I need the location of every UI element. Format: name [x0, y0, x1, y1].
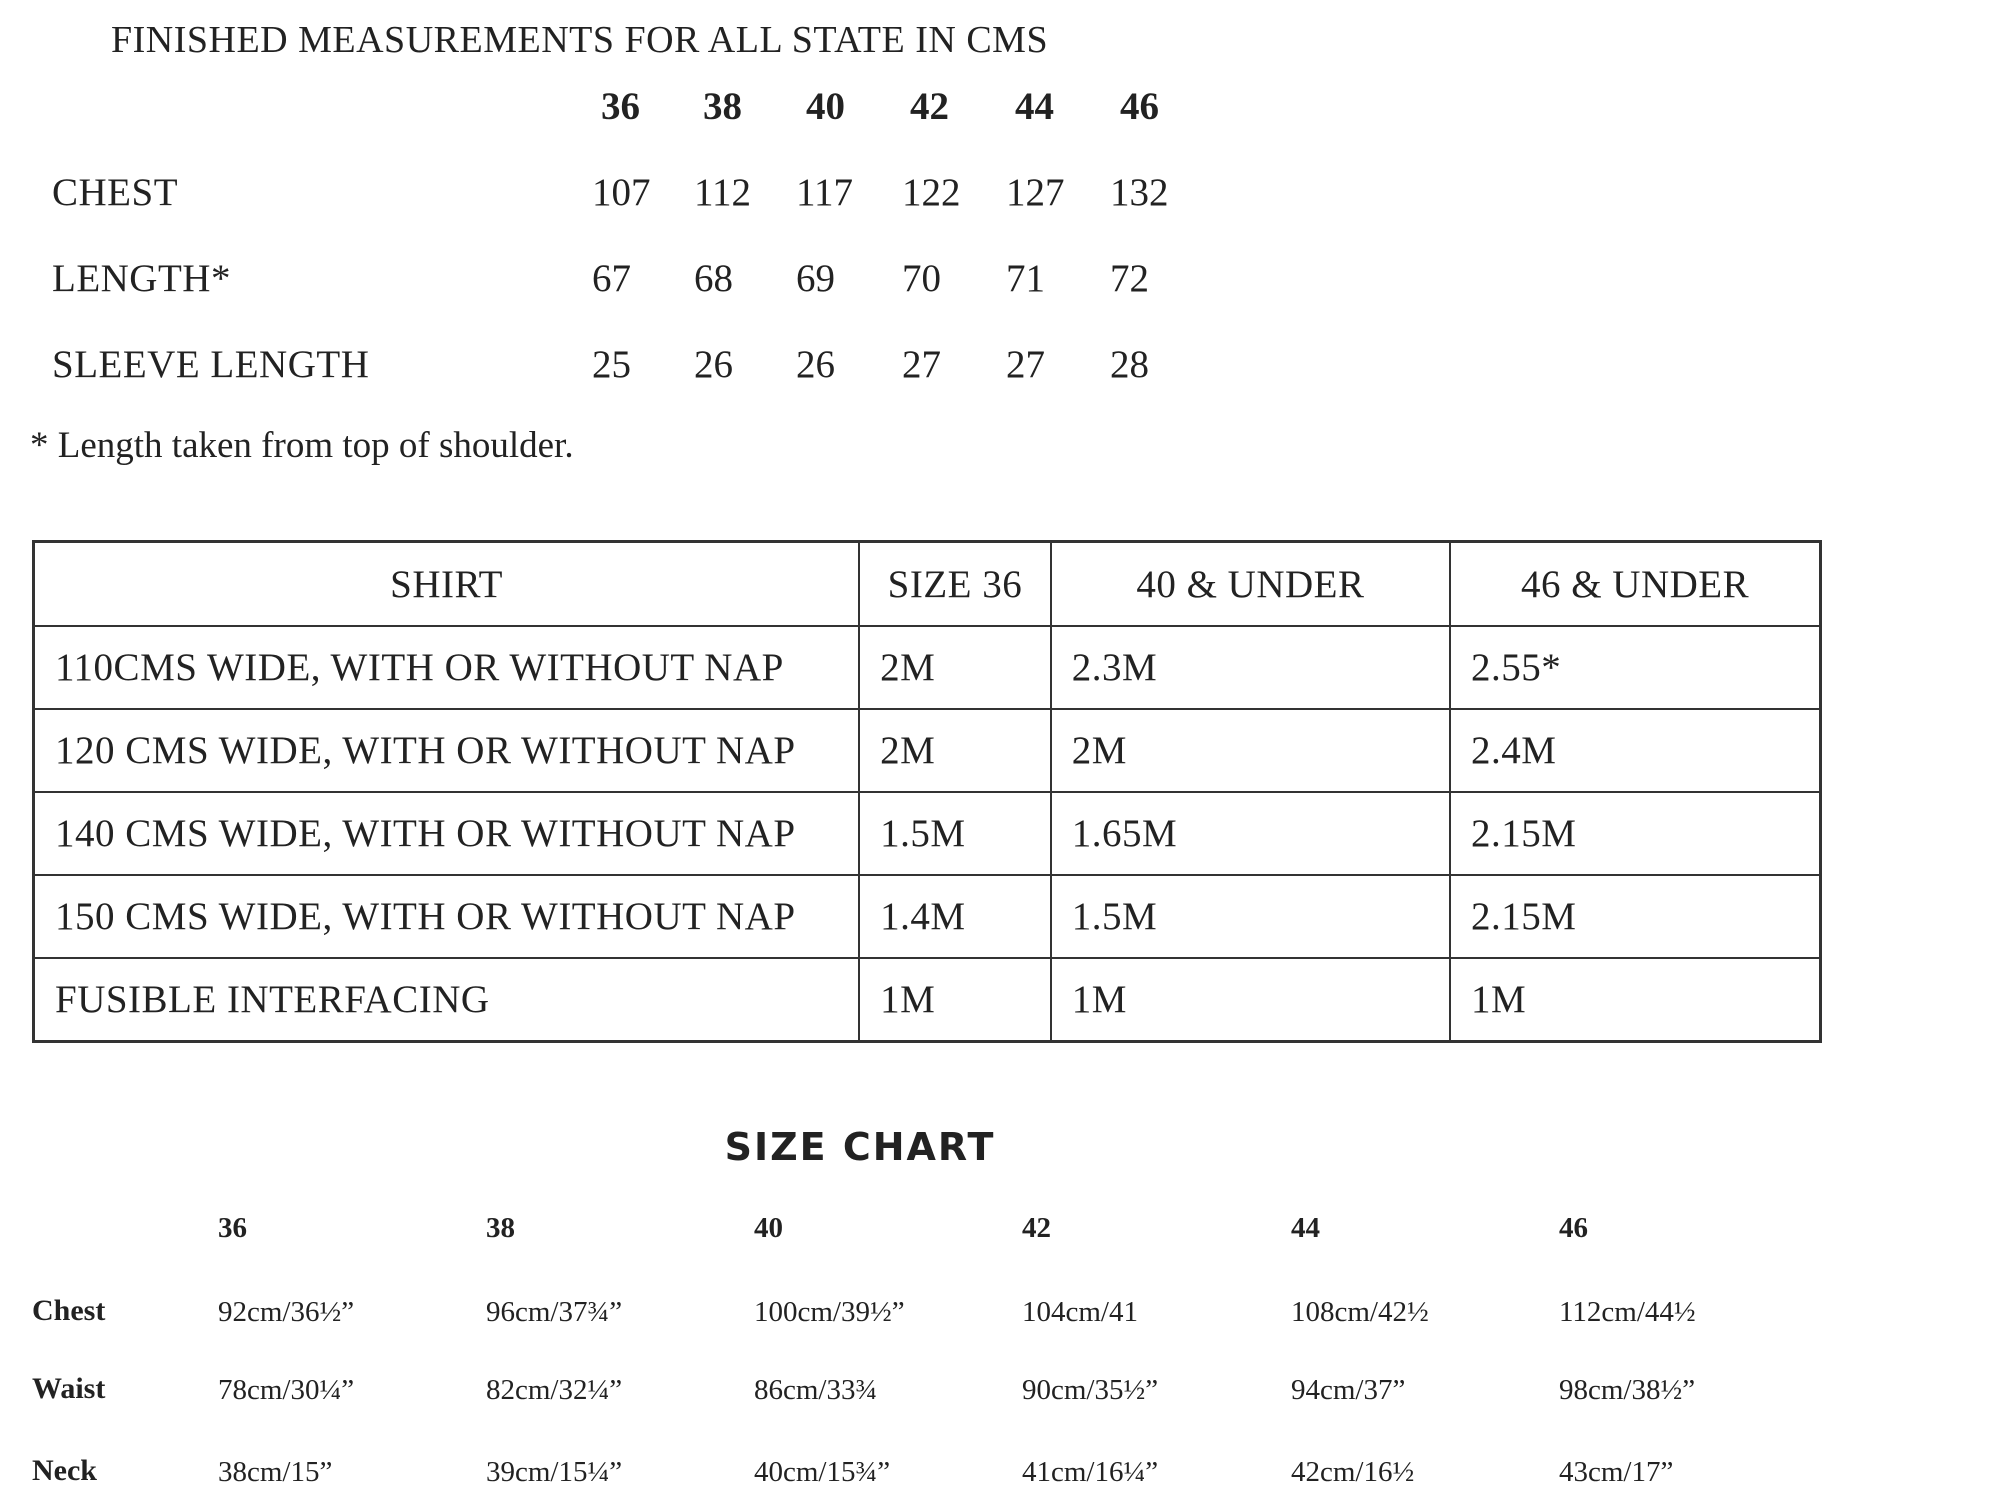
fm-row-label: CHEST [52, 171, 179, 214]
sc-cell: 112cm/44½ [1559, 1296, 1696, 1328]
sc-cell: 42cm/16½ [1291, 1456, 1415, 1488]
fabric-type-cell: 120 CMS WIDE, WITH OR WITHOUT NAP [34, 709, 860, 792]
fm-cell: 127 [1006, 171, 1065, 214]
fm-cell: 72 [1110, 257, 1149, 300]
fm-cell: 70 [902, 257, 941, 300]
fm-size-header: 38 [703, 85, 742, 128]
header-shirt: SHIRT [34, 542, 860, 627]
sc-row-label: Chest [32, 1294, 106, 1327]
finished-measurements-grid [0, 0, 1300, 460]
fabric-type-cell: 140 CMS WIDE, WITH OR WITHOUT NAP [34, 792, 860, 875]
sc-cell: 39cm/15¼” [486, 1456, 623, 1488]
fm-cell: 112 [694, 171, 752, 214]
sc-cell: 82cm/32¼” [486, 1374, 623, 1406]
sc-size-header: 38 [486, 1212, 515, 1244]
table-cell: 1.65M [1051, 792, 1450, 875]
sc-size-header: 42 [1022, 1212, 1051, 1244]
fm-cell: 26 [796, 343, 835, 386]
fabric-requirements-table [32, 540, 1822, 1043]
sc-cell: 108cm/42½ [1291, 1296, 1429, 1328]
fm-cell: 27 [902, 343, 941, 386]
fm-size-header: 42 [910, 85, 949, 128]
sc-cell: 98cm/38½” [1559, 1374, 1696, 1406]
table-cell: 2.15M [1450, 875, 1820, 958]
table-cell: 2.55* [1450, 626, 1820, 709]
table-row [34, 792, 1821, 875]
fabric-type-cell: 150 CMS WIDE, WITH OR WITHOUT NAP [34, 875, 860, 958]
fm-size-header: 40 [806, 85, 845, 128]
sc-size-header: 40 [754, 1212, 783, 1244]
fm-row-label: LENGTH* [52, 257, 231, 300]
fm-cell: 25 [592, 343, 631, 386]
table-row [34, 875, 1821, 958]
fabric-type-cell: FUSIBLE INTERFACING [34, 958, 860, 1042]
table-cell: 2M [1051, 709, 1450, 792]
table-cell: 1.4M [859, 875, 1051, 958]
sc-cell: 40cm/15¾” [754, 1456, 891, 1488]
table-cell: 1M [859, 958, 1051, 1042]
table-cell: 1M [1450, 958, 1820, 1042]
sc-row-label: Neck [32, 1454, 97, 1487]
fabric-type-cell: 110CMS WIDE, WITH OR WITHOUT NAP [34, 626, 860, 709]
fm-cell: 67 [592, 257, 631, 300]
fm-cell: 69 [796, 257, 835, 300]
fm-size-header: 46 [1120, 85, 1159, 128]
fm-cell: 28 [1110, 343, 1149, 386]
sc-cell: 90cm/35½” [1022, 1374, 1159, 1406]
fm-cell: 122 [902, 171, 961, 214]
table-cell: 1M [1051, 958, 1450, 1042]
size-chart-title: SIZE CHART [724, 1125, 996, 1169]
sc-cell: 43cm/17” [1559, 1456, 1674, 1488]
table-cell: 2M [859, 709, 1051, 792]
sc-size-header: 44 [1291, 1212, 1320, 1244]
fm-cell: 132 [1110, 171, 1169, 214]
table-cell: 2.3M [1051, 626, 1450, 709]
fm-cell: 26 [694, 343, 733, 386]
fm-size-header: 36 [601, 85, 640, 128]
header-size-36: SIZE 36 [859, 542, 1051, 627]
sc-size-header: 46 [1559, 1212, 1588, 1244]
fm-cell: 71 [1006, 257, 1045, 300]
table-row [34, 958, 1821, 1042]
fm-cell: 27 [1006, 343, 1045, 386]
fm-cell: 107 [592, 171, 651, 214]
sc-cell: 86cm/33¾ [754, 1374, 878, 1406]
sc-cell: 96cm/37¾” [486, 1296, 623, 1328]
header-46-under: 46 & UNDER [1450, 542, 1820, 627]
table-cell: 2.4M [1450, 709, 1820, 792]
sc-cell: 104cm/41 [1022, 1296, 1138, 1328]
table-header-row [34, 542, 1821, 627]
fm-size-header: 44 [1015, 85, 1054, 128]
table-cell: 2M [859, 626, 1051, 709]
fm-cell: 117 [796, 171, 854, 214]
sc-cell: 38cm/15” [218, 1456, 333, 1488]
sc-cell: 100cm/39½” [754, 1296, 905, 1328]
table-row [34, 709, 1821, 792]
table-cell: 1.5M [859, 792, 1051, 875]
header-40-under: 40 & UNDER [1051, 542, 1450, 627]
table-cell: 2.15M [1450, 792, 1820, 875]
sc-size-header: 36 [218, 1212, 247, 1244]
fm-cell: 68 [694, 257, 733, 300]
length-footnote: * Length taken from top of shoulder. [30, 425, 574, 466]
fm-row-label: SLEEVE LENGTH [52, 343, 370, 386]
table-cell: 1.5M [1051, 875, 1450, 958]
sc-cell: 41cm/16¼” [1022, 1456, 1159, 1488]
finished-measurements-title: FINISHED MEASUREMENTS FOR ALL STATE IN CMS [111, 19, 1049, 61]
table-row [34, 626, 1821, 709]
sc-row-label: Waist [32, 1372, 106, 1405]
sc-cell: 92cm/36½” [218, 1296, 355, 1328]
sc-cell: 78cm/30¼” [218, 1374, 355, 1406]
sc-cell: 94cm/37” [1291, 1374, 1406, 1406]
